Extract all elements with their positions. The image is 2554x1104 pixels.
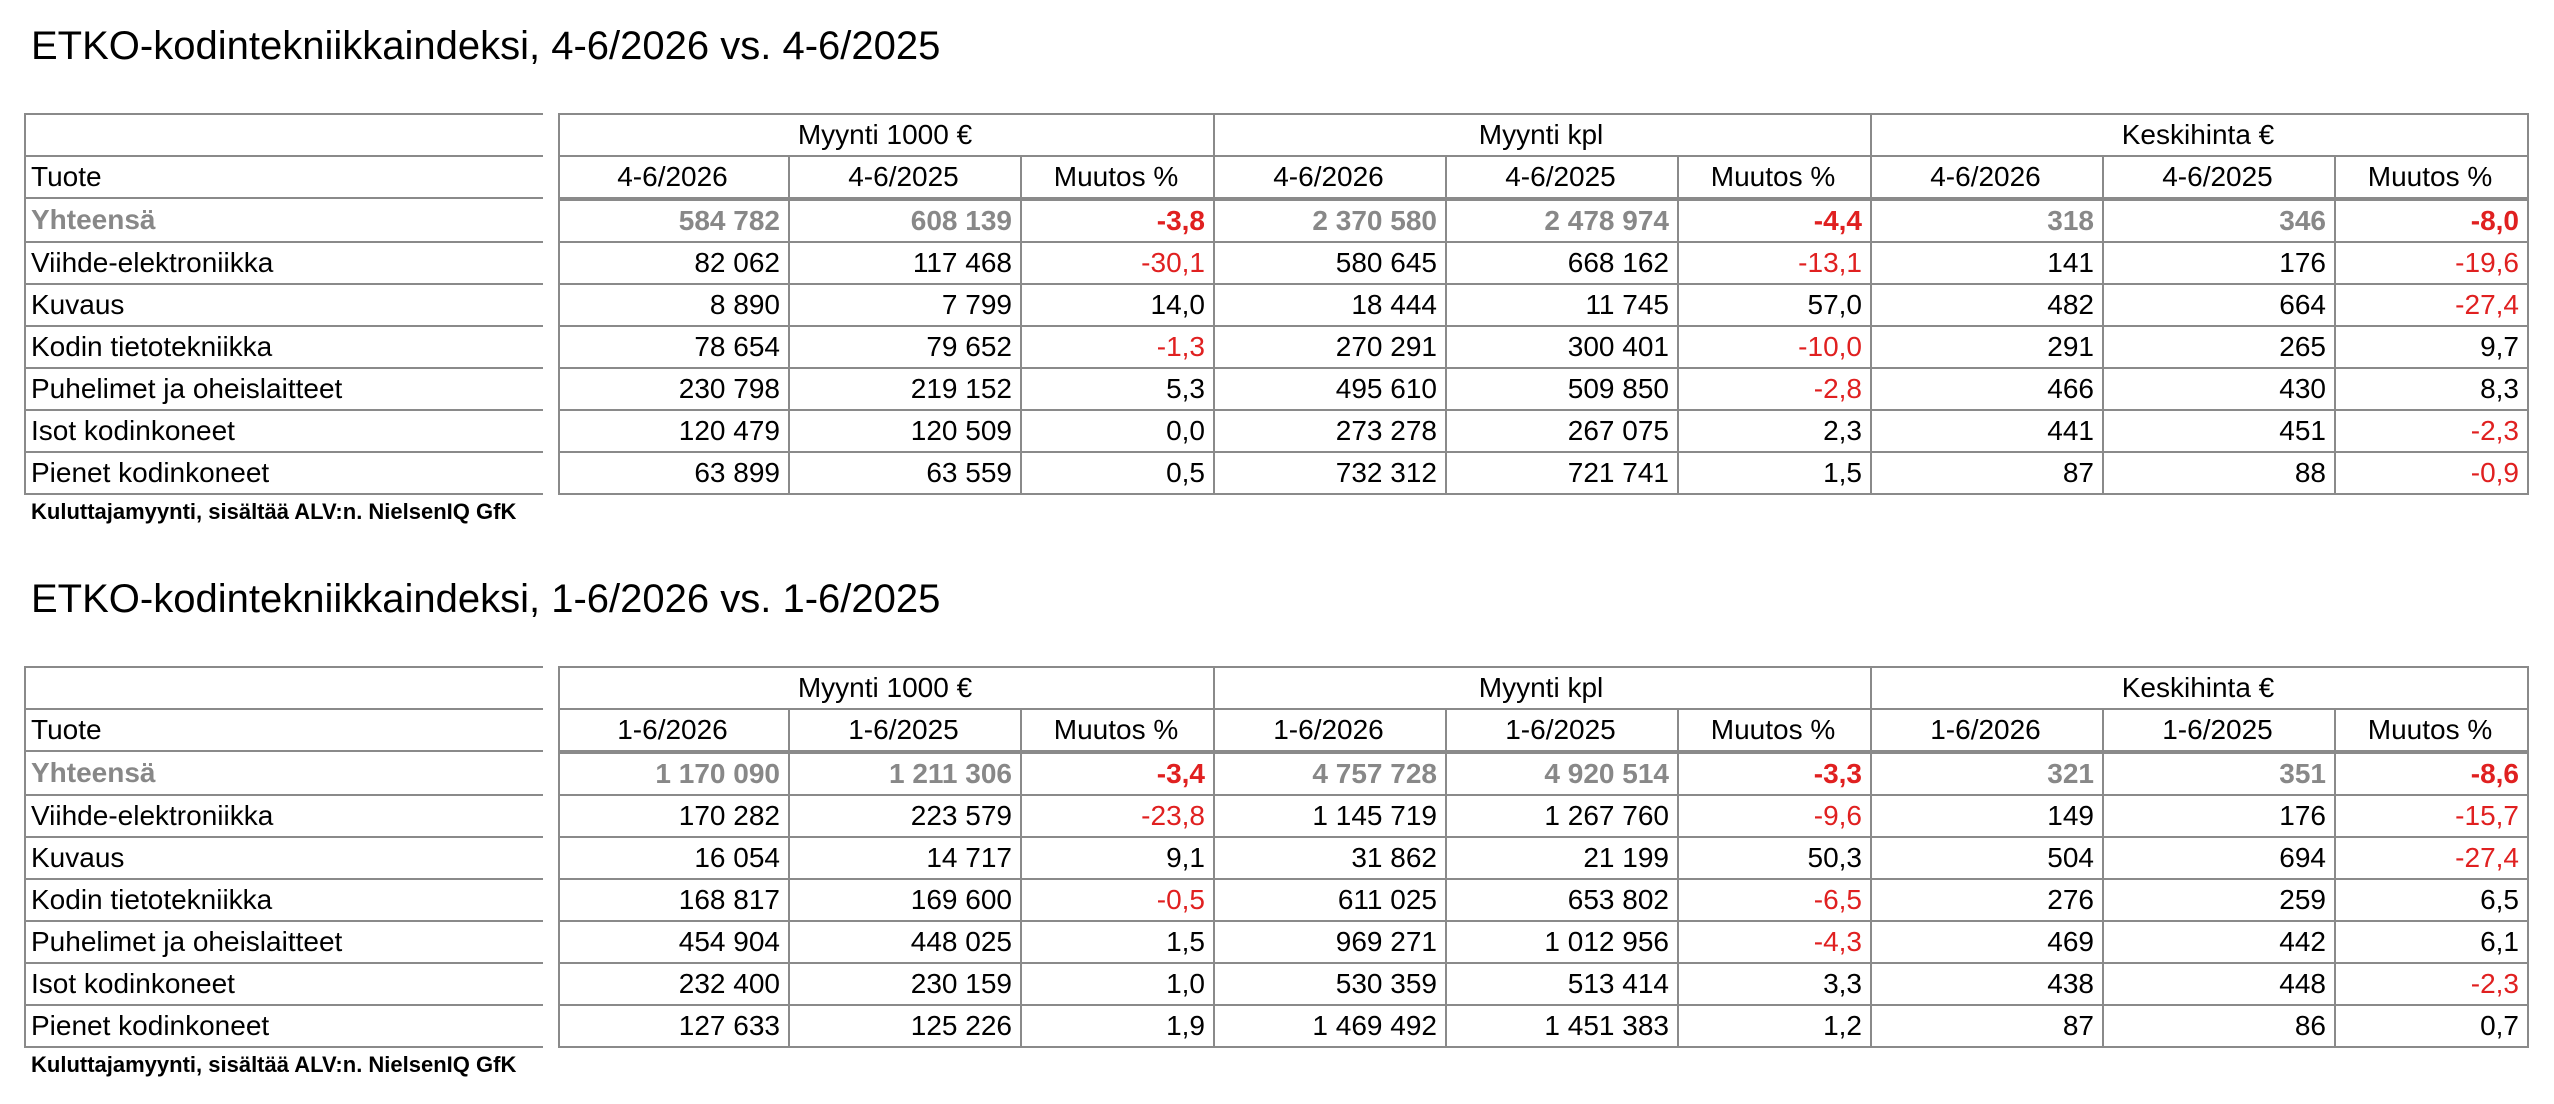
value-cell: 168 817: [558, 880, 790, 922]
change-cell: -27,4: [2336, 838, 2529, 880]
product-cell: Kuvaus: [24, 285, 543, 327]
change-cell: -4,4: [1679, 199, 1872, 243]
group-header: Myynti kpl: [1215, 666, 1872, 710]
table-row: [24, 922, 2529, 964]
group-header: Keskihinta €: [1872, 113, 2529, 157]
value-cell: 7 799: [790, 285, 1022, 327]
empty-header-cell: [24, 666, 543, 710]
empty-header-cell: [24, 113, 543, 157]
change-cell: 1,9: [1022, 1006, 1215, 1048]
value-cell: 466: [1872, 369, 2104, 411]
value-cell: 1 170 090: [558, 752, 790, 796]
value-cell: 1 012 956: [1447, 922, 1679, 964]
change-cell: 6,5: [2336, 880, 2529, 922]
column-header: Muutos %: [1679, 157, 1872, 199]
column-header: 1-6/2025: [2104, 710, 2336, 752]
change-cell: 9,7: [2336, 327, 2529, 369]
value-cell: 86: [2104, 1006, 2336, 1048]
value-cell: 127 633: [558, 1006, 790, 1048]
source-note: Kuluttajamyynti, sisältää ALV:n. NielsenIQ GfK: [31, 1052, 517, 1077]
value-cell: 448: [2104, 964, 2336, 1006]
change-cell: -8,6: [2336, 752, 2529, 796]
table-row: [24, 285, 2529, 327]
value-cell: 469: [1872, 922, 2104, 964]
value-cell: 87: [1872, 453, 2104, 495]
product-cell: Yhteensä: [24, 199, 543, 243]
group-header: Myynti 1000 €: [558, 113, 1215, 157]
column-header: 4-6/2026: [1215, 157, 1447, 199]
change-cell: -10,0: [1679, 327, 1872, 369]
value-cell: 230 798: [558, 369, 790, 411]
column-header: Muutos %: [1022, 157, 1215, 199]
total-row: [24, 199, 2529, 243]
group-header: Myynti 1000 €: [558, 666, 1215, 710]
column-header: Muutos %: [2336, 157, 2529, 199]
value-cell: 63 899: [558, 453, 790, 495]
value-cell: 438: [1872, 964, 2104, 1006]
value-cell: 276: [1872, 880, 2104, 922]
table-row: [24, 964, 2529, 1006]
value-cell: 2 478 974: [1447, 199, 1679, 243]
value-cell: 270 291: [1215, 327, 1447, 369]
value-cell: 18 444: [1215, 285, 1447, 327]
change-cell: -19,6: [2336, 243, 2529, 285]
value-cell: 141: [1872, 243, 2104, 285]
column-header: 1-6/2026: [1872, 710, 2104, 752]
value-cell: 79 652: [790, 327, 1022, 369]
table-body: [24, 199, 2529, 495]
change-cell: -9,6: [1679, 796, 1872, 838]
value-cell: 273 278: [1215, 411, 1447, 453]
value-cell: 1 451 383: [1447, 1006, 1679, 1048]
value-cell: 732 312: [1215, 453, 1447, 495]
change-cell: 9,1: [1022, 838, 1215, 880]
product-cell: Isot kodinkoneet: [24, 411, 543, 453]
product-cell: Kodin tietotekniikka: [24, 327, 543, 369]
value-cell: 63 559: [790, 453, 1022, 495]
value-cell: 14 717: [790, 838, 1022, 880]
change-cell: -4,3: [1679, 922, 1872, 964]
value-cell: 82 062: [558, 243, 790, 285]
value-cell: 78 654: [558, 327, 790, 369]
value-cell: 87: [1872, 1006, 2104, 1048]
change-cell: -6,5: [1679, 880, 1872, 922]
column-header: 4-6/2025: [2104, 157, 2336, 199]
table-row: [24, 796, 2529, 838]
column-header: 1-6/2025: [790, 710, 1022, 752]
value-cell: 170 282: [558, 796, 790, 838]
change-cell: 1,5: [1679, 453, 1872, 495]
change-cell: -3,3: [1679, 752, 1872, 796]
source-note: Kuluttajamyynti, sisältää ALV:n. NielsenIQ GfK: [31, 499, 517, 524]
value-cell: 120 479: [558, 411, 790, 453]
change-cell: -13,1: [1679, 243, 1872, 285]
value-cell: 2 370 580: [1215, 199, 1447, 243]
value-cell: 8 890: [558, 285, 790, 327]
change-cell: 1,0: [1022, 964, 1215, 1006]
value-cell: 513 414: [1447, 964, 1679, 1006]
value-cell: 448 025: [790, 922, 1022, 964]
product-header: Tuote: [24, 710, 543, 752]
product-cell: Kodin tietotekniikka: [24, 880, 543, 922]
table-title: ETKO-kodintekniikkaindeksi, 4-6/2026 vs. 4-6/2025: [31, 24, 941, 68]
change-cell: -0,9: [2336, 453, 2529, 495]
change-cell: -23,8: [1022, 796, 1215, 838]
change-cell: 8,3: [2336, 369, 2529, 411]
value-cell: 721 741: [1447, 453, 1679, 495]
value-cell: 530 359: [1215, 964, 1447, 1006]
table-row: [24, 369, 2529, 411]
change-cell: -8,0: [2336, 199, 2529, 243]
column-header-row: [24, 710, 2529, 752]
change-cell: -1,3: [1022, 327, 1215, 369]
column-header: Muutos %: [1022, 710, 1215, 752]
value-cell: 1 211 306: [790, 752, 1022, 796]
value-cell: 16 054: [558, 838, 790, 880]
table-body: [24, 752, 2529, 1048]
change-cell: 14,0: [1022, 285, 1215, 327]
column-header: 4-6/2025: [1447, 157, 1679, 199]
change-cell: -0,5: [1022, 880, 1215, 922]
value-cell: 653 802: [1447, 880, 1679, 922]
change-cell: -27,4: [2336, 285, 2529, 327]
value-cell: 267 075: [1447, 411, 1679, 453]
change-cell: 6,1: [2336, 922, 2529, 964]
change-cell: 3,3: [1679, 964, 1872, 1006]
product-cell: Puhelimet ja oheislaitteet: [24, 922, 543, 964]
table-row: [24, 880, 2529, 922]
group-header-row: [24, 666, 2529, 710]
value-cell: 4 757 728: [1215, 752, 1447, 796]
value-cell: 509 850: [1447, 369, 1679, 411]
value-cell: 291: [1872, 327, 2104, 369]
value-cell: 120 509: [790, 411, 1022, 453]
change-cell: 1,5: [1022, 922, 1215, 964]
value-cell: 318: [1872, 199, 2104, 243]
change-cell: 5,3: [1022, 369, 1215, 411]
column-header: Muutos %: [2336, 710, 2529, 752]
value-cell: 1 267 760: [1447, 796, 1679, 838]
value-cell: 1 469 492: [1215, 1006, 1447, 1048]
change-cell: -2,3: [2336, 411, 2529, 453]
total-row: [24, 752, 2529, 796]
value-cell: 969 271: [1215, 922, 1447, 964]
change-cell: -15,7: [2336, 796, 2529, 838]
value-cell: 694: [2104, 838, 2336, 880]
value-cell: 219 152: [790, 369, 1022, 411]
product-cell: Puhelimet ja oheislaitteet: [24, 369, 543, 411]
value-cell: 230 159: [790, 964, 1022, 1006]
value-cell: 21 199: [1447, 838, 1679, 880]
value-cell: 346: [2104, 199, 2336, 243]
table-row: [24, 327, 2529, 369]
value-cell: 223 579: [790, 796, 1022, 838]
column-header: 4-6/2025: [790, 157, 1022, 199]
change-cell: 0,7: [2336, 1006, 2529, 1048]
change-cell: 1,2: [1679, 1006, 1872, 1048]
table-row: [24, 453, 2529, 495]
value-cell: 584 782: [558, 199, 790, 243]
change-cell: -3,8: [1022, 199, 1215, 243]
table-row: [24, 1006, 2529, 1048]
value-cell: 117 468: [790, 243, 1022, 285]
product-cell: Viihde-elektroniikka: [24, 243, 543, 285]
change-cell: 57,0: [1679, 285, 1872, 327]
value-cell: 608 139: [790, 199, 1022, 243]
value-cell: 1 145 719: [1215, 796, 1447, 838]
change-cell: -2,3: [2336, 964, 2529, 1006]
product-cell: Yhteensä: [24, 752, 543, 796]
table-row: [24, 243, 2529, 285]
value-cell: 176: [2104, 243, 2336, 285]
sales-table: [24, 666, 2529, 1048]
value-cell: 482: [1872, 285, 2104, 327]
value-cell: 451: [2104, 411, 2336, 453]
group-header-row: [24, 113, 2529, 157]
group-header: Myynti kpl: [1215, 113, 1872, 157]
product-header: Tuote: [24, 157, 543, 199]
value-cell: 504: [1872, 838, 2104, 880]
change-cell: 0,0: [1022, 411, 1215, 453]
change-cell: 50,3: [1679, 838, 1872, 880]
product-cell: Kuvaus: [24, 838, 543, 880]
value-cell: 232 400: [558, 964, 790, 1006]
value-cell: 441: [1872, 411, 2104, 453]
value-cell: 88: [2104, 453, 2336, 495]
value-cell: 265: [2104, 327, 2336, 369]
value-cell: 580 645: [1215, 243, 1447, 285]
value-cell: 31 862: [1215, 838, 1447, 880]
change-cell: -3,4: [1022, 752, 1215, 796]
value-cell: 176: [2104, 796, 2336, 838]
value-cell: 430: [2104, 369, 2336, 411]
value-cell: 169 600: [790, 880, 1022, 922]
product-cell: Pienet kodinkoneet: [24, 453, 543, 495]
column-header-row: [24, 157, 2529, 199]
value-cell: 442: [2104, 922, 2336, 964]
column-header: 1-6/2025: [1447, 710, 1679, 752]
value-cell: 495 610: [1215, 369, 1447, 411]
value-cell: 611 025: [1215, 880, 1447, 922]
value-cell: 664: [2104, 285, 2336, 327]
value-cell: 351: [2104, 752, 2336, 796]
column-header: 4-6/2026: [1872, 157, 2104, 199]
value-cell: 668 162: [1447, 243, 1679, 285]
value-cell: 300 401: [1447, 327, 1679, 369]
table-row: [24, 838, 2529, 880]
value-cell: 149: [1872, 796, 2104, 838]
value-cell: 454 904: [558, 922, 790, 964]
value-cell: 321: [1872, 752, 2104, 796]
table-row: [24, 411, 2529, 453]
change-cell: -2,8: [1679, 369, 1872, 411]
group-header: Keskihinta €: [1872, 666, 2529, 710]
change-cell: -30,1: [1022, 243, 1215, 285]
product-cell: Isot kodinkoneet: [24, 964, 543, 1006]
column-header: 1-6/2026: [558, 710, 790, 752]
table-title: ETKO-kodintekniikkaindeksi, 1-6/2026 vs. 1-6/2025: [31, 577, 941, 621]
value-cell: 125 226: [790, 1006, 1022, 1048]
column-header: 4-6/2026: [558, 157, 790, 199]
sales-table: [24, 113, 2529, 495]
change-cell: 2,3: [1679, 411, 1872, 453]
product-cell: Pienet kodinkoneet: [24, 1006, 543, 1048]
value-cell: 11 745: [1447, 285, 1679, 327]
value-cell: 4 920 514: [1447, 752, 1679, 796]
column-header: Muutos %: [1679, 710, 1872, 752]
column-header: 1-6/2026: [1215, 710, 1447, 752]
value-cell: 259: [2104, 880, 2336, 922]
product-cell: Viihde-elektroniikka: [24, 796, 543, 838]
change-cell: 0,5: [1022, 453, 1215, 495]
